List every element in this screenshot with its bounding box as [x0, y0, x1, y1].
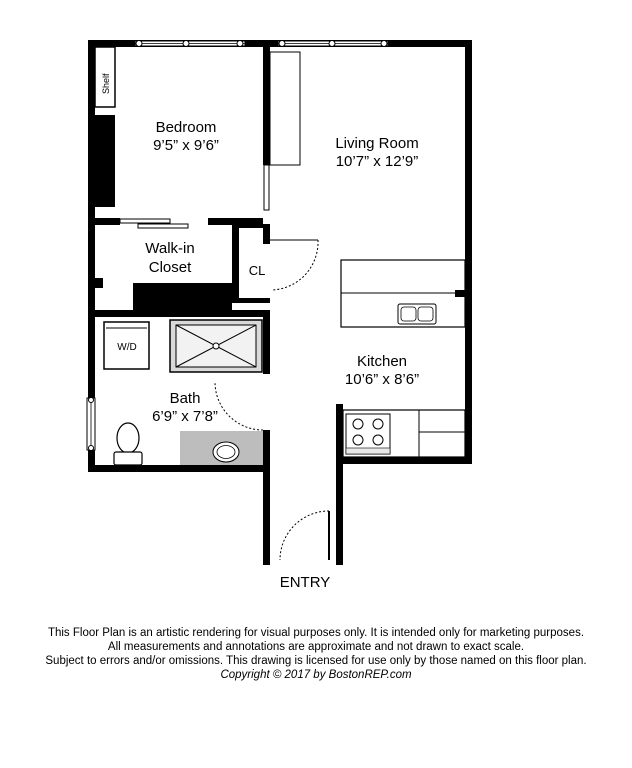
- kitchen-size: 10’6” x 8’6”: [344, 371, 420, 388]
- disclaimer-line-1: This Floor Plan is an artistic rendering for visual purposes only. It is intended only for marketing purposes.: [47, 627, 585, 639]
- entry-label: ENTRY: [279, 574, 331, 591]
- washer-dryer-label: W/D: [117, 342, 137, 353]
- walk-in-closet-label-line1: Walk-in: [145, 240, 195, 257]
- living-room-name: Living Room: [335, 135, 419, 152]
- disclaimer: [0, 626, 632, 682]
- bath-size: 6’9” x 7’8”: [152, 408, 218, 425]
- living-room-size: 10’7” x 12’9”: [335, 153, 419, 170]
- closet-sliding-doors: [120, 219, 188, 228]
- walk-in-closet-label-line2: Closet: [148, 259, 192, 276]
- bedroom-size: 9’5” x 9’6”: [153, 137, 219, 154]
- shelf-label: Shelf: [101, 73, 111, 94]
- entry-door: [280, 511, 329, 560]
- bath-name: Bath: [169, 390, 201, 407]
- copyright-notice: Copyright © 2017 by BostonREP.com: [220, 669, 412, 681]
- cl-label: CL: [248, 263, 266, 278]
- kitchen-name: Kitchen: [356, 353, 408, 370]
- bedroom-name: Bedroom: [155, 119, 217, 136]
- walk-in-closet-walls: [88, 278, 270, 317]
- disclaimer-line-2: All measurements and annotations are approximate and not drawn to exact scale.: [107, 641, 525, 653]
- disclaimer-line-3: Subject to errors and/or omissions. This drawing is licensed for use only by those named on this floor plan.: [45, 655, 587, 667]
